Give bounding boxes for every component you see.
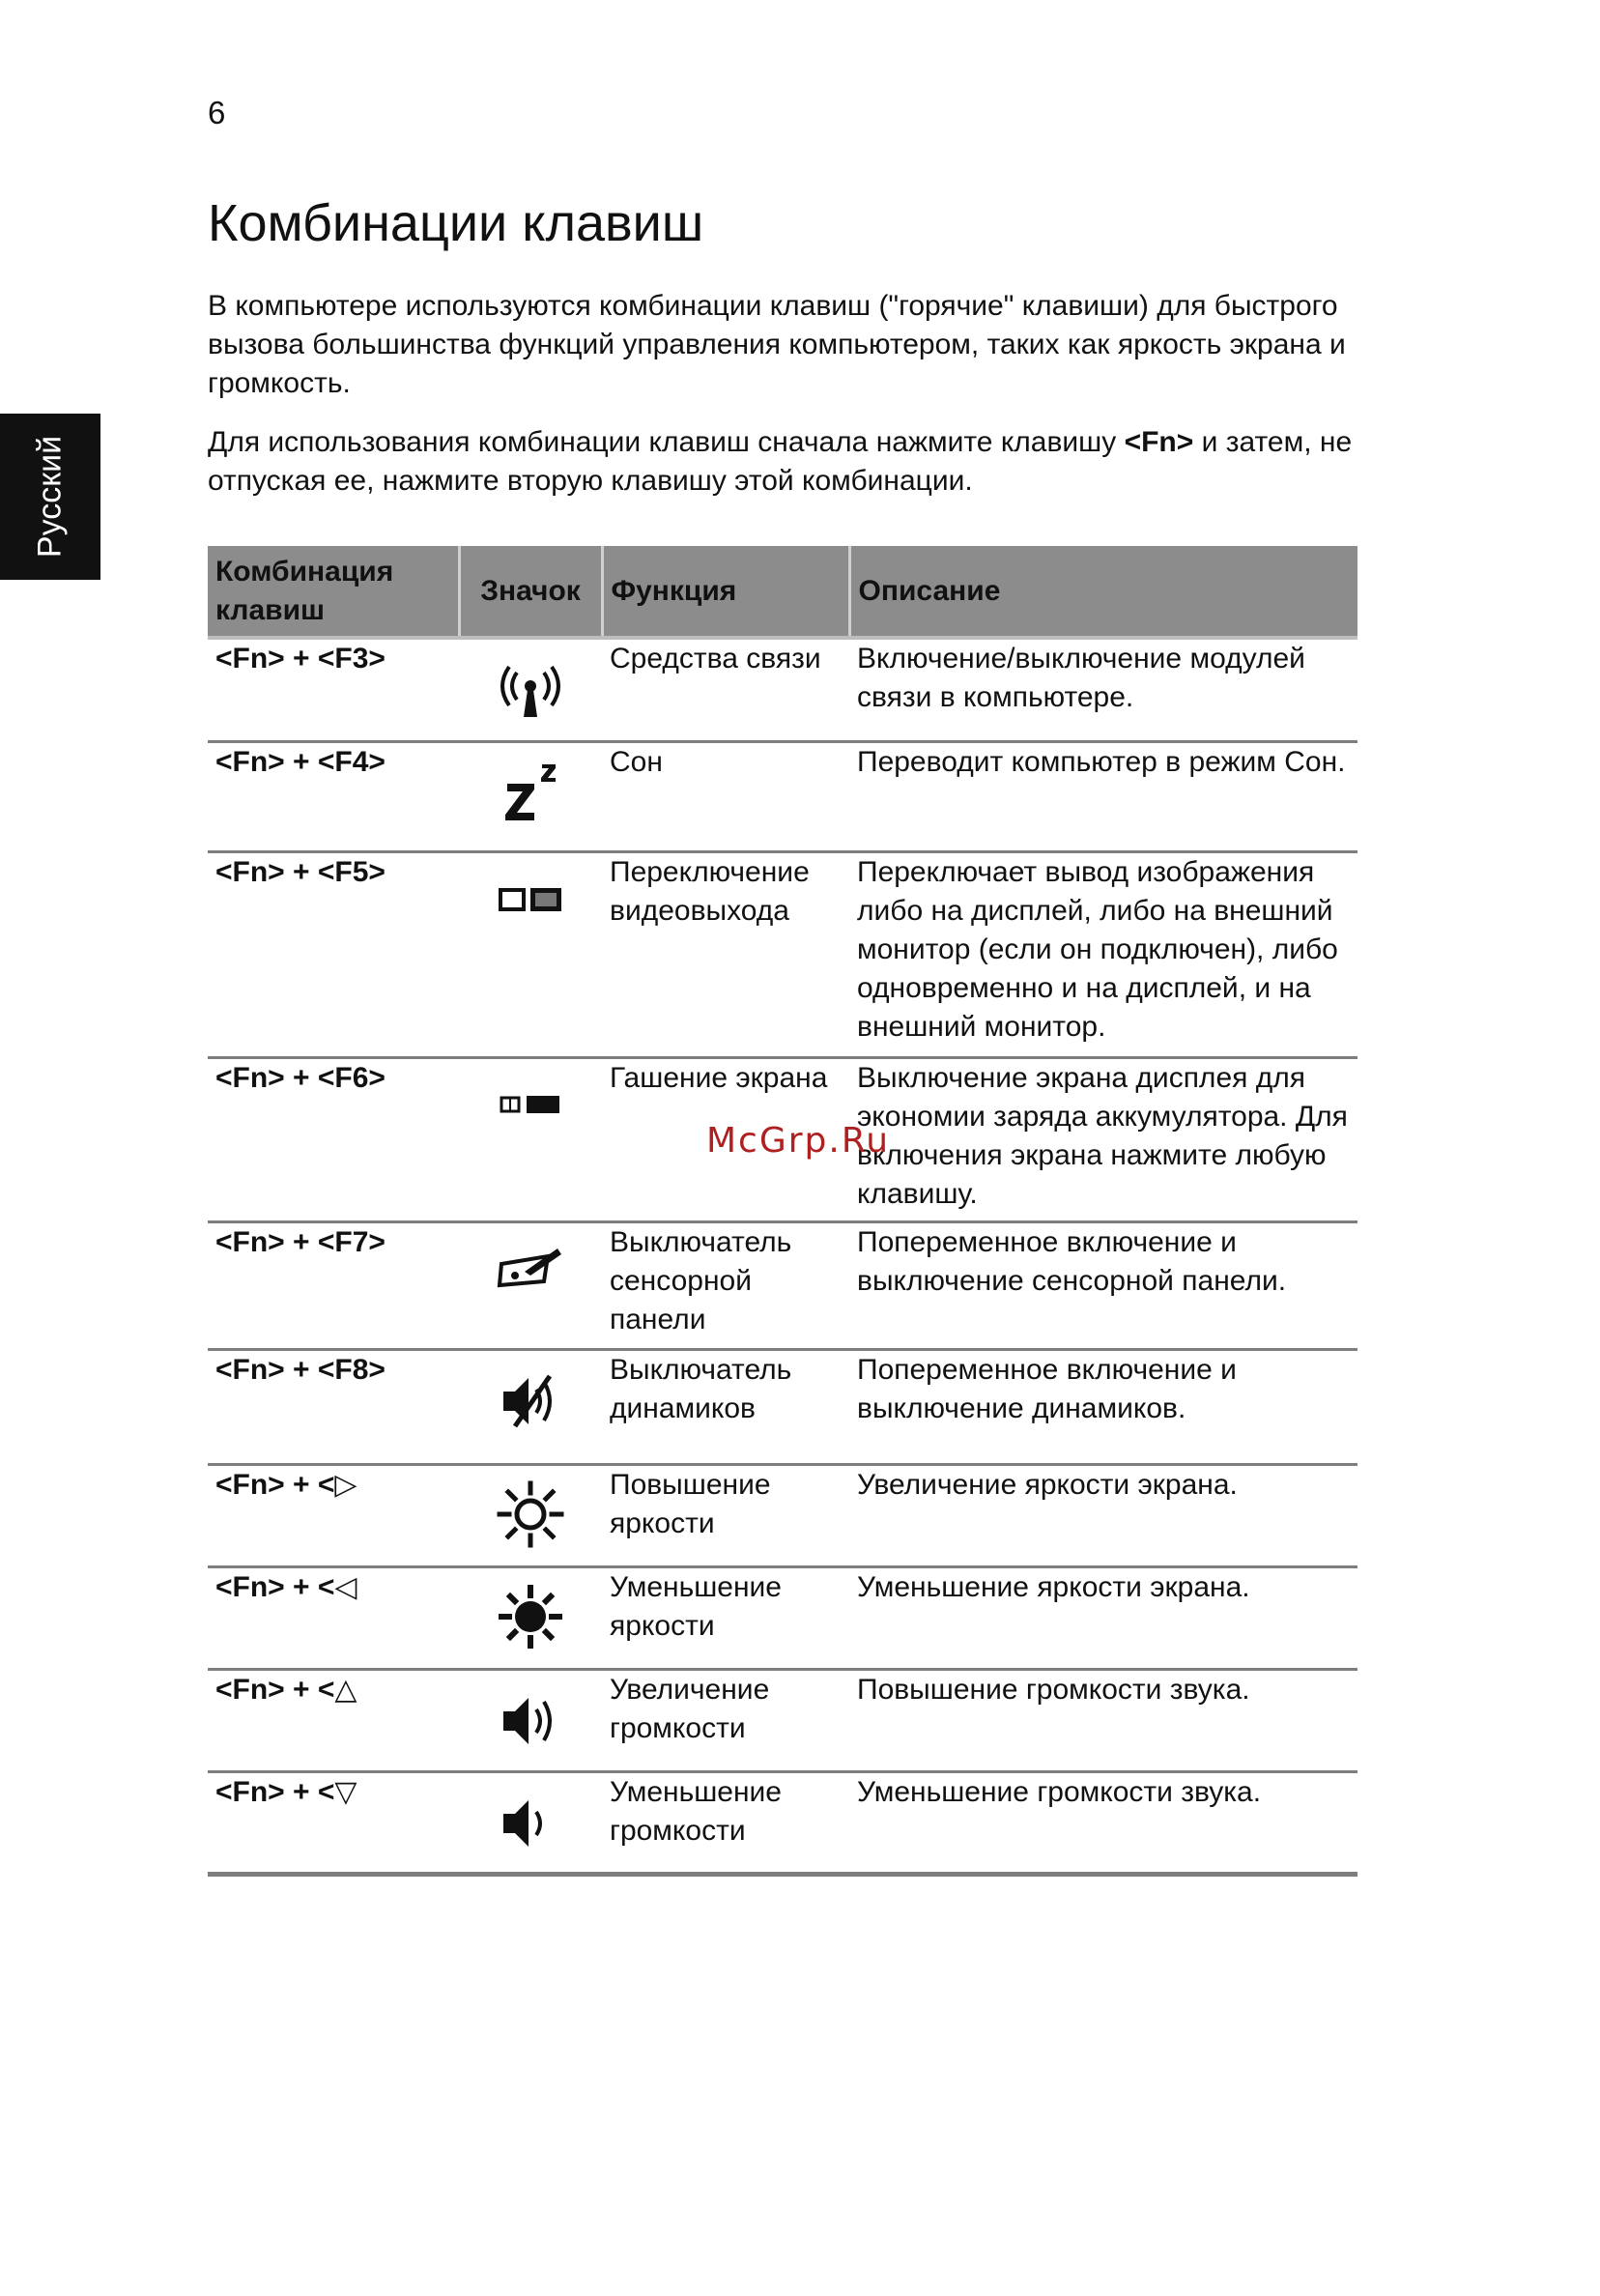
function-cell: Переключение видеовыхода xyxy=(602,851,849,1057)
table-row xyxy=(208,638,1357,741)
sleep-icon xyxy=(459,741,602,851)
header-description: Описание xyxy=(849,546,1357,638)
volume-down-icon xyxy=(459,1771,602,1874)
speaker-mute-icon xyxy=(459,1349,602,1464)
description-cell: Включение/выключение модулей связи в компьютере. xyxy=(849,638,1357,741)
function-cell: Повышение яркости xyxy=(602,1464,849,1566)
combo-cell: <Fn> + <△ xyxy=(208,1669,459,1771)
combo-cell: <Fn> + <▷ xyxy=(208,1464,459,1566)
description-cell: Попеременное включение и выключение сенсорной панели. xyxy=(849,1221,1357,1349)
language-side-tab xyxy=(0,414,100,580)
function-cell: Сон xyxy=(602,741,849,851)
usage-paragraph xyxy=(208,423,1367,501)
table-row xyxy=(208,1464,1357,1566)
wireless-icon xyxy=(459,638,602,741)
combo-cell: <Fn> + <F3> xyxy=(208,638,459,741)
combo-cell: <Fn> + <F5> xyxy=(208,851,459,1057)
combo-cell: <Fn> + <F4> xyxy=(208,741,459,851)
description-cell: Уменьшение яркости экрана. xyxy=(849,1566,1357,1669)
description-cell: Увеличение яркости экрана. xyxy=(849,1464,1357,1566)
table-row xyxy=(208,741,1357,851)
table-row xyxy=(208,1566,1357,1669)
header-function: Функция xyxy=(602,546,849,638)
description-cell: Переключает вывод изображения либо на дисплей, либо на внешний монитор (если он подключен), либо одновременно и на дисплей, и на внешний монитор. xyxy=(849,851,1357,1057)
combo-cell: <Fn> + <F6> xyxy=(208,1057,459,1221)
function-cell: Гашение экрана xyxy=(602,1057,849,1221)
function-cell: Выключатель динамиков xyxy=(602,1349,849,1464)
description-cell: Уменьшение громкости звука. xyxy=(849,1771,1357,1874)
touchpad-toggle-icon xyxy=(459,1221,602,1349)
header-combo: Комбинация клавиш xyxy=(208,546,459,638)
combo-cell: <Fn> + <F8> xyxy=(208,1349,459,1464)
table-row xyxy=(208,1349,1357,1464)
language-tab-label: Русский xyxy=(31,435,69,559)
table-row xyxy=(208,851,1357,1057)
function-cell: Уменьшение громкости xyxy=(602,1771,849,1874)
table-row xyxy=(208,1221,1357,1349)
header-icon: Значок xyxy=(459,546,602,638)
usage-text-end: и затем, не отпуская ее, нажмите вторую клавишу этой комбинации. xyxy=(208,426,1353,497)
combo-cell: <Fn> + <▽ xyxy=(208,1771,459,1874)
fn-key-label: <Fn> xyxy=(1124,426,1194,458)
function-cell: Средства связи xyxy=(602,638,849,741)
display-off-icon xyxy=(459,1057,602,1221)
display-switch-icon xyxy=(459,851,602,1057)
brightness-down-icon xyxy=(459,1566,602,1669)
function-cell: Увеличение громкости xyxy=(602,1669,849,1771)
description-cell: Попеременное включение и выключение динамиков. xyxy=(849,1349,1357,1464)
watermark-text: McGrp.Ru xyxy=(706,1121,891,1161)
table-row xyxy=(208,1771,1357,1874)
description-cell: Переводит компьютер в режим Сон. xyxy=(849,741,1357,851)
combo-cell: <Fn> + <◁ xyxy=(208,1566,459,1669)
combo-cell: <Fn> + <F7> xyxy=(208,1221,459,1349)
description-cell: Повышение громкости звука. xyxy=(849,1669,1357,1771)
page-number: 6 xyxy=(208,95,226,130)
function-cell: Выключатель сенсорной панели xyxy=(602,1221,849,1349)
hotkey-table xyxy=(208,546,1357,1877)
volume-up-icon xyxy=(459,1669,602,1771)
table-row xyxy=(208,1669,1357,1771)
intro-paragraph: В компьютере используются комбинации клавиш ("горячие" клавиши) для быстрого вызова большинства функций управления компьютером, таких как яркость экрана и громкость. xyxy=(208,290,1346,399)
page-title: Комбинации клавиш xyxy=(208,194,704,252)
table-header-row xyxy=(208,546,1357,638)
description-cell: Выключение экрана дисплея для экономии заряда аккумулятора. Для включения экрана нажмите любую клавишу. xyxy=(849,1057,1357,1221)
brightness-up-icon xyxy=(459,1464,602,1566)
function-cell: Уменьшение яркости xyxy=(602,1566,849,1669)
usage-text-start: Для использования комбинации клавиш сначала нажмите клавишу xyxy=(208,426,1125,458)
